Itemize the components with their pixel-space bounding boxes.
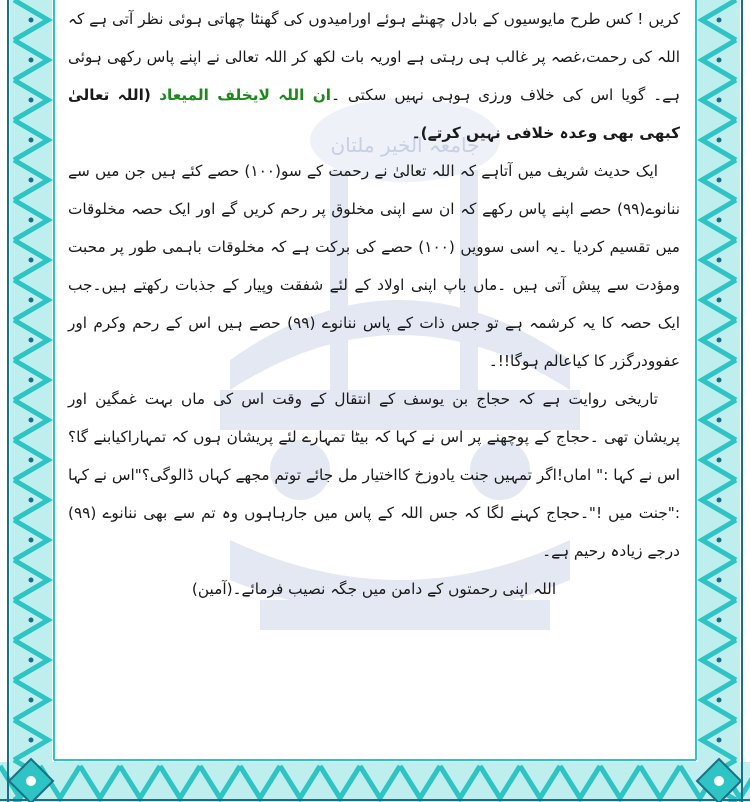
arabic-quote: ان اللہ لایخلف المیعاد xyxy=(159,86,332,104)
paragraph-3 xyxy=(68,380,680,570)
article-body xyxy=(68,0,680,760)
closing-prayer: اللہ اپنی رحمتوں کے دامن میں جگہ نصیب فرمائے۔(آمین) xyxy=(191,580,557,598)
paragraph-2-text: ایک حدیث شریف میں آتاہے کہ اللہ تعالیٰ نے رحمت کے سو(۱۰۰) حصے کئے ہیں جن میں سے ننانوے(۹۹) حصے اپنے پاس رکھے کہ ان سے اپنی مخلوق پر رحم کریں گے اور ایک حصہ مخلوقات میں تقسیم کردیا ۔یہ اسی سوویں (۱۰۰) حصے کی برکت ہے کہ مخلوقات باہمی طور پر محبت ومؤدت سے پیش آتی ہیں ۔ماں باپ اپنی اولاد کے لئے شفقت وپیار کے جذبات رکھتے ہیں۔جب ایک حصہ کا یہ کرشمہ ہے تو جس ذات کے پاس ننانوے (۹۹) حصے ہیں اس کے رحم وکرم اور عفوودرگزر کا کیاعالم ہوگا!!۔ xyxy=(68,162,681,370)
paragraph-1-text: کریں ! کس طرح مایوسیوں کے بادل چھنٹے ہوئے اورامیدوں کی گھنٹا چھاتی ہوئی نظر آتی ہے کہ اللہ کی رحمت،غصہ پر غالب ہی رہتی ہے اوریہ بات لکھ کر اللہ تعالی نے اپنے پاس رکھی ہوئی ہے۔ گویا اس کی خلاف ورزی ہوہی نہیں سکتی ۔ xyxy=(68,10,681,104)
paragraph-1 xyxy=(68,0,680,152)
quote-translation: (اللہ تعالیٰ کبھی بھی وعدہ خلافی نہیں کرتے)۔ xyxy=(68,86,680,142)
paragraph-2 xyxy=(68,152,680,380)
svg-text:جامعہ الخیر ملتان: جامعہ الخیر ملتان xyxy=(330,133,480,157)
paragraph-3-text: تاریخی روایت ہے کہ حجاج بن یوسف کے انتقال کے وقت اس کی ماں بہت غمگین اور پریشان تھی ۔حجاج کے پوچھنے پر اس نے کہا کہ بیٹا تمہارے لئے پریشان ہوں کہ تمہاراکیابنے گا؟اس نے کہا :" اماں!اگر تمہیں جنت یادوزخ کااختیار مل جائے توتم مجھے کہاں ڈالوگی؟"اس نے کہا :"جنت میں !"۔حجاج کہنے لگا کہ جس اللہ کے پاس میں جارہاہوں وہ تم سے بھی ننانوے (۹۹) درجے زیادہ رحیم ہے۔ xyxy=(67,390,680,560)
